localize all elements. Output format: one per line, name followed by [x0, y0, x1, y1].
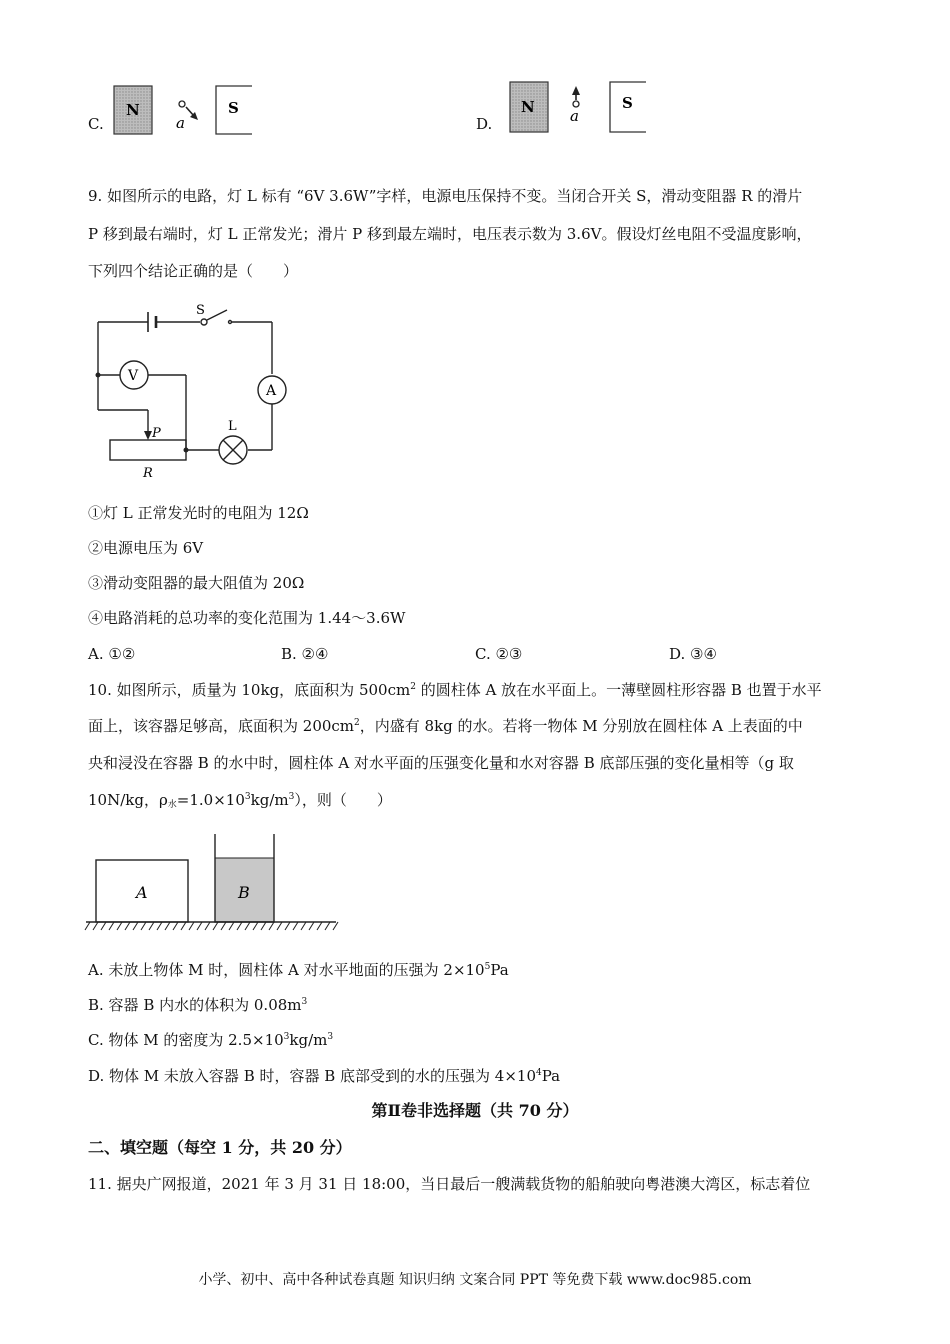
q10-choice-b[interactable]: B. 容器 B 内水的体积为 $0.08m^3$ — [88, 996, 308, 1014]
north-label: N — [126, 101, 140, 119]
q9-choice-a[interactable]: A. ①② — [88, 645, 136, 663]
q10-stem-line-1: 10. 如图所示，质量为 10kg，底面积为 $500cm^2$ 的圆柱体 A 放在水平面上。一薄壁圆柱形容器 B 也置于水平 — [88, 681, 822, 699]
q9-statement-1: ①灯 L 正常发光时的电阻为 12Ω — [88, 504, 309, 522]
q9-circuit-diagram — [90, 300, 300, 480]
q9-statement-2: ②电源电压为 6V — [88, 539, 204, 557]
north-label: N — [521, 98, 535, 116]
part-title: 第Ⅱ卷非选择题（共 70 分） — [371, 1101, 579, 1120]
fill-section-title: 二、填空题（每空 1 分，共 20 分） — [88, 1138, 352, 1157]
q9-statement-3: ③滑动变阻器的最大阻值为 20Ω — [88, 574, 305, 592]
q10-stem-line-3: 央和浸没在容器 B 的水中时，圆柱体 A 对水平面的压强变化量和水对容器 B 底部压强的变化量相等（g 取 — [88, 754, 794, 772]
south-label: S — [228, 99, 239, 117]
junction-dot — [184, 448, 189, 453]
option-d-figure — [506, 78, 651, 138]
q10-choice-d[interactable]: D. 物体 M 未放入容器 B 时，容器 B 底部受到的水的压强为 $4\times 10^4Pa$ — [88, 1067, 561, 1085]
page-footer: 小学、初中、高中各种试卷真题 知识归纳 文案合同 PPT 等免费下载 www.doc985.com — [198, 1272, 752, 1288]
switch-label: S — [196, 303, 205, 318]
q11-stem-line-1: 11. 据央广网报道，2021 年 3 月 31 日 18:00，当日最后一艘满载货物的船舶驶向粤港澳大湾区，标志着位 — [88, 1175, 811, 1193]
point-a-label: a — [570, 107, 579, 125]
ammeter-label: A — [266, 383, 277, 399]
q9-choice-b[interactable]: B. ②④ — [281, 645, 329, 663]
voltmeter-label: V — [128, 368, 139, 384]
q9-stem-line-2: P 移到最右端时，灯 L 正常发光；滑片 P 移到最左端时，电压表示数为 3.6V。假设灯丝电阻不受温度影响， — [88, 225, 812, 243]
q10-stem-line-4: 10N/kg，$\rho_水=1.0\times 10^3kg/m^3$），则（ ） — [88, 791, 392, 810]
option-d-label: D. — [476, 115, 493, 133]
slider-arrowhead — [144, 431, 152, 440]
rheostat-label: R — [143, 466, 153, 480]
q9-choice-d[interactable]: D. ③④ — [669, 645, 717, 663]
container-b-label: B — [238, 883, 250, 902]
q10-stem-line-2: 面上，该容器足够高，底面积为 $200cm^2$，内盛有 8kg 的水。若将一物体 M 分别放在圆柱体 A 上表面的中 — [88, 717, 803, 735]
q9-stem-line-3: 下列四个结论正确的是（ ） — [88, 262, 299, 280]
lamp-label: L — [228, 419, 237, 434]
slider-label: P — [152, 426, 161, 441]
cylinder-a-label: A — [136, 883, 148, 902]
switch-pivot — [201, 319, 207, 325]
option-c-label: C. — [88, 115, 104, 133]
rheostat-symbol — [110, 440, 186, 460]
junction-dot — [96, 373, 101, 378]
q10-figure — [84, 832, 344, 938]
ground-hatching — [85, 922, 338, 930]
q10-choice-c[interactable]: C. 物体 M 的密度为 $2.5\times 10^3kg/m^3$ — [88, 1031, 334, 1049]
q10-choice-a[interactable]: A. 未放上物体 M 时，圆柱体 A 对水平地面的压强为 $2\times 10^5Pa$ — [88, 961, 509, 979]
q9-statement-4: ④电路消耗的总功率的变化范围为 1.44～3.6W — [88, 609, 406, 627]
q9-stem-line-1: 9. 如图所示的电路，灯 L 标有 “6V 3.6W”字样，电源电压保持不变。当闭合开关 S，滑动变阻器 R 的滑片 — [88, 187, 803, 205]
point-a-marker — [179, 101, 185, 107]
q9-choice-c[interactable]: C. ②③ — [475, 645, 523, 663]
south-label: S — [622, 94, 633, 112]
point-a-label: a — [176, 114, 185, 132]
option-c-figure — [110, 82, 255, 138]
